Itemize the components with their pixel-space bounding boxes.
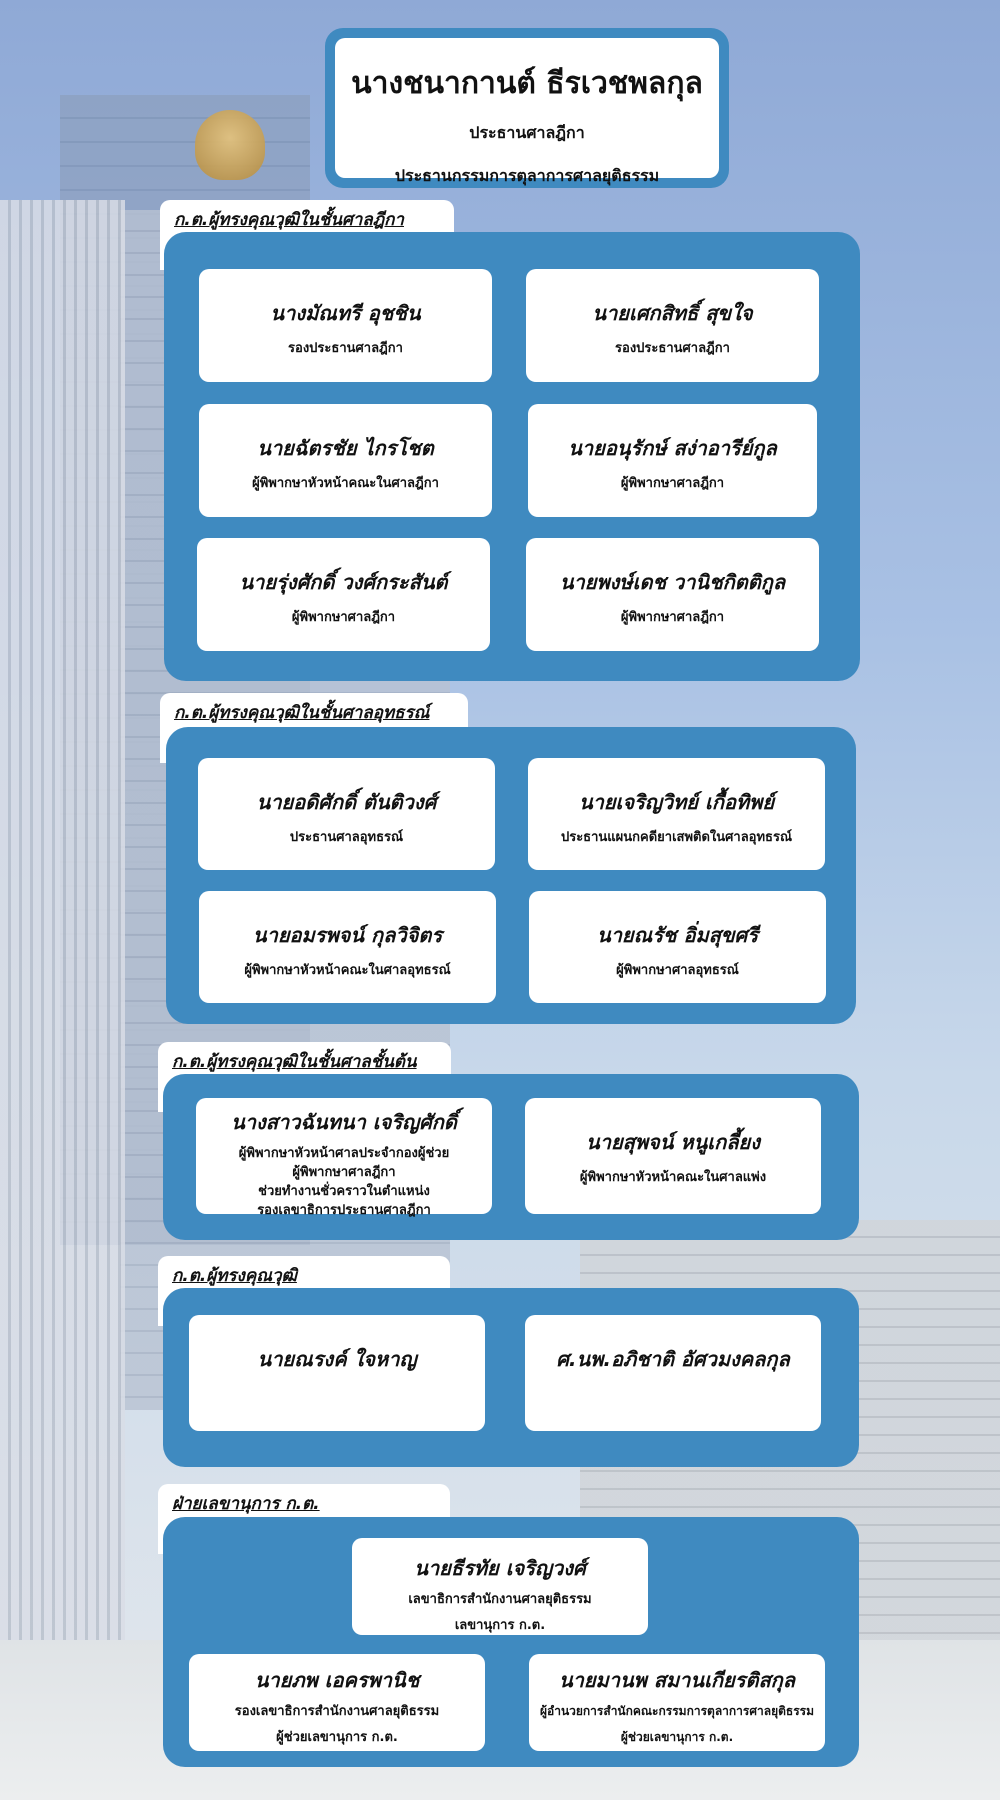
member-role: ช่วยทำงานชั่วคราวในตำแหน่ง: [258, 1184, 430, 1199]
member-role: ผู้ช่วยเลขานุการ ก.ต.: [276, 1730, 398, 1745]
member-role-lines: [529, 1702, 825, 1747]
member-role: ผู้พิพากษาหัวหน้าคณะในศาลฎีกา: [252, 476, 439, 491]
member-card: [529, 1654, 825, 1751]
section-heading-first-instance: ก.ต.ผู้ทรงคุณวุฒิในชั้นศาลชั้นต้น: [158, 1042, 451, 1112]
member-role: รองประธานศาลฎีกา: [288, 341, 403, 356]
member-role-lines: [189, 1702, 485, 1747]
member-role: ผู้พิพากษาศาลฎีกา: [291, 610, 396, 625]
member-role-lines: [352, 1590, 648, 1635]
member-name: นางสาวฉันทนา เจริญศักดิ์: [231, 1110, 457, 1134]
member-role: ประธานแผนกคดียาเสพติดในศาลอุทธรณ์: [560, 830, 793, 845]
panel-supreme: [164, 232, 860, 681]
member-role: รองเลขาธิการประธานศาลฎีกา: [257, 1203, 431, 1218]
member-card: [352, 1538, 648, 1635]
member-name: นายรุ่งศักดิ์ วงศ์กระสันต์: [239, 570, 448, 594]
member-name: นายเศกสิทธิ์ สุขใจ: [592, 301, 753, 325]
section-heading-appeal: ก.ต.ผู้ทรงคุณวุฒิในชั้นศาลอุทธรณ์: [160, 693, 468, 763]
member-card: [525, 1315, 821, 1431]
member-name: นายเจริญวิทย์ เกื้อทิพย์: [578, 790, 775, 814]
member-role: ผู้พิพากษาศาลอุทธรณ์: [616, 963, 739, 978]
member-role: เลขานุการ ก.ต.: [454, 1618, 546, 1633]
member-card: [189, 1654, 485, 1751]
member-name: นายณรงค์ ใจหาญ: [257, 1347, 417, 1371]
garuda-emblem-icon: [195, 110, 265, 180]
member-card: [199, 269, 492, 382]
member-card: [199, 404, 492, 517]
member-role: ผู้พิพากษาศาลฎีกา: [620, 476, 725, 491]
member-role: ผู้พิพากษาศาลฎีกา: [620, 610, 725, 625]
member-name: นายธีรทัย เจริญวงศ์: [414, 1556, 586, 1580]
member-role: ผู้ช่วยเลขานุการ ก.ต.: [620, 1730, 734, 1744]
member-card: [528, 758, 825, 870]
member-role: รองประธานศาลฎีกา: [615, 341, 730, 356]
member-role: ผู้พิพากษาหัวหน้าคณะในศาลแพ่ง: [579, 1170, 767, 1185]
member-role: ประธานศาลอุทธรณ์: [289, 830, 404, 845]
member-name: นางมัณทรี อุชชิน: [270, 301, 421, 325]
head-role-1: ประธานศาลฎีกา: [469, 123, 585, 142]
member-name: นายสุพจน์ หนูเกลี้ยง: [586, 1130, 760, 1154]
member-card: [526, 269, 819, 382]
member-name: นายฉัตรชัย ไกรโชต: [257, 436, 434, 460]
member-role: ผู้พิพากษาหัวหน้าศาลประจำกองผู้ช่วย: [238, 1146, 450, 1161]
panel-first-instance: [163, 1074, 859, 1240]
member-card: [526, 538, 819, 651]
member-name: นายภพ เอครพานิช: [254, 1668, 420, 1692]
member-name: นายอนุรักษ์ สง่าอารีย์กูล: [568, 436, 777, 460]
member-card: [198, 758, 495, 870]
panel-experts: [163, 1288, 859, 1467]
member-name: นายพงษ์เดช วานิชกิตติกูล: [559, 570, 786, 594]
member-role-lines: [196, 1144, 492, 1220]
member-card: [189, 1315, 485, 1431]
head-card: [325, 28, 729, 188]
member-role: รองเลขาธิการสำนักงานศาลยุติธรรม: [234, 1704, 440, 1719]
head-role-2: ประธานกรรมการตุลาการศาลยุติธรรม: [394, 166, 660, 185]
member-role: ผู้อำนวยการสำนักคณะกรรมการตุลาการศาลยุติธรรม: [539, 1704, 815, 1718]
member-role: เลขาธิการสำนักงานศาลยุติธรรม: [408, 1592, 592, 1607]
panel-secretariat: [163, 1517, 859, 1767]
head-card-inner: [335, 38, 719, 185]
panel-appeal: [166, 727, 856, 1024]
member-card: [199, 891, 496, 1003]
member-card: [196, 1098, 492, 1218]
member-name: ศ.นพ.อภิชาติ อัศวมงคลกุล: [556, 1347, 790, 1371]
member-name: นายอมรพจน์ กุลวิจิตร: [252, 923, 443, 947]
section-heading-experts: ก.ต.ผู้ทรงคุณวุฒิ: [158, 1256, 450, 1326]
member-card: [528, 404, 817, 517]
member-name: นายมานพ สมานเกียรติสกุล: [558, 1668, 796, 1692]
head-name: นางชนากานต์ ธีรเวชพลกุล: [351, 66, 703, 101]
member-role: ผู้พิพากษาหัวหน้าคณะในศาลอุทธรณ์: [244, 963, 451, 978]
member-card: [529, 891, 826, 1003]
member-card: [197, 538, 490, 651]
member-card: [525, 1098, 821, 1214]
member-name: นายณรัช อิ่มสุขศรี: [597, 923, 758, 947]
section-heading-secretariat: ฝ่ายเลขานุการ ก.ต.: [158, 1484, 450, 1554]
member-name: นายอดิศักดิ์ ตันติวงศ์: [256, 790, 437, 814]
member-role: ผู้พิพากษาศาลฎีกา: [292, 1165, 396, 1180]
background-building-light: [0, 200, 125, 1800]
section-heading-supreme: ก.ต.ผู้ทรงคุณวุฒิในชั้นศาลฎีกา: [160, 200, 454, 270]
